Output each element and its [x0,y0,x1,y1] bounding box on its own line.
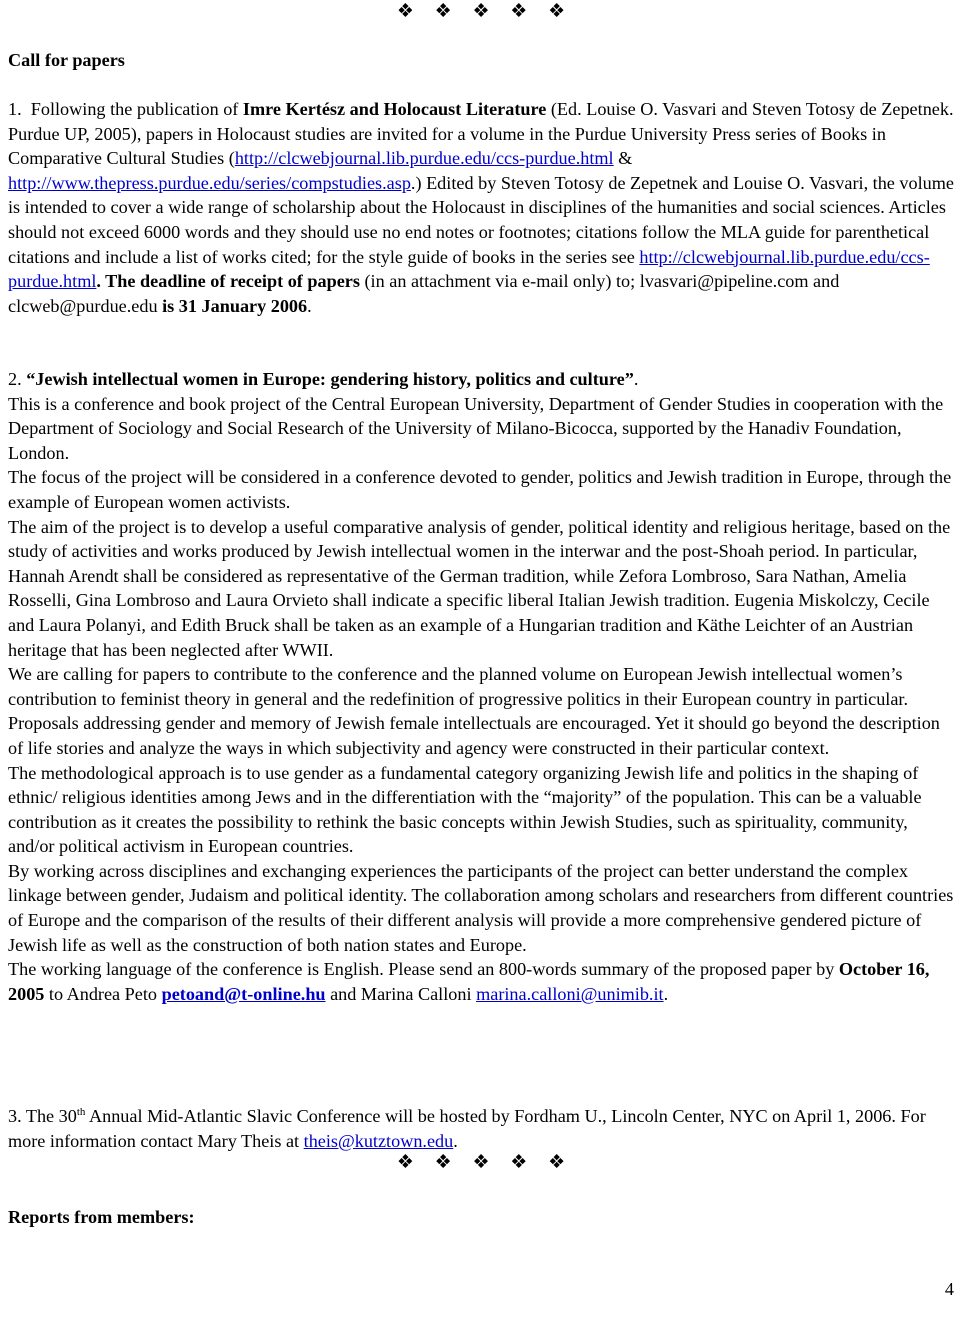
item-3-paragraph: 3. The 30th Annual Mid-Atlantic Slavic Conference will be hosted by Fordham U., Lincoln Center, NYC on April 1, 2006. For more information contact Mary Theis at theis@kutztown.edu. [8,1105,926,1151]
item-2-paragraph-4: We are calling for papers to contribute to the conference and the planned volume on European Jewish intellectual women’s contribution to feminist theory in general and the redefinition of progressive politics in their European country in particular. Proposals addressing gender and memory of Jewish female intellectuals are encouraged. Yet it should go beyond the description of life stories and analyze the ways in which subjectivity and agency were constructed in their particular context. [8,664,940,758]
ccs-link-2[interactable]: http://clcwebjournal.lib.purdue.edu/ccs-purdue.html [8,246,930,292]
document-page [8,0,954,1325]
page-number: 4 [944,1279,954,1299]
ornament-divider-top [8,0,954,23]
call-item-1 [8,97,954,318]
diamond-ornament-icon: ❖ [510,1152,528,1173]
diamond-ornament-icon: ❖ [472,1,490,22]
diamond-ornament-icon: ❖ [434,1152,452,1173]
item-2-paragraph-3: The aim of the project is to develop a useful comparative analysis of gender, political identity and religious heritage, based on the study of activities and works produced by Jewish intellectual women in the interwar and the post-Shoah period. In particular, Hannah Arendt shall be considered as representative of the German tradition, while Zefora Lombroso, Sara Nathan, Amelia Rosselli, Gina Lombroso and Laura Orvieto shall indicate a specific liberal Italian Jewish tradition. Eugenia Miskolczy, Cecile and Laura Polanyi, and Edith Bruck shall be taken as an example of a Hungarian tradition and Käthe Leichter of an Austrian heritage that has been neglected after WWII. [8,516,951,660]
item-2-paragraph-6: By working across disciplines and exchanging experiences the participants of the project can better understand the complex linkage between gender, Judaism and political identity. The collaboration among scholars and researchers from different countries of Europe and the comparison of the results of their different analysis will provide a more comprehensive gendered picture of Jewish life as well as the construction of both nation states and Europe. [8,860,954,955]
item-2-paragraph-1: This is a conference and book project of the Central European University, Department of Gender Studies in cooperation with the Department of Sociology and Social Research of the University of Milano-Bicocca, supported by the Hanadiv Foundation, London. [8,393,944,463]
email-link-peto[interactable]: petoand@t-online.hu [161,983,326,1004]
item-2-paragraph-7: The working language of the conference is English. Please send an 800-words summary of the proposed paper by October 16, 2005 to Andrea Peto petoand@t-online.hu and Marina Calloni marina.calloni@unimib.it. [8,959,930,1004]
diamond-ornament-icon: ❖ [510,1,528,22]
email-link-theis[interactable]: theis@kutztown.edu [303,1130,454,1151]
compstudies-link[interactable]: http://www.thepress.purdue.edu/series/compstudies.asp [8,172,411,193]
diamond-ornament-icon: ❖ [548,1152,566,1173]
item-1-paragraph: 1. Following the publication of Imre Kertész and Holocaust Literature (Ed. Louise O. Vasvari and Steven Totosy de Zepetnek. Purdue UP, 2005), papers in Holocaust studies are invited for a volume in the Purdue University Press series of Books in Comparative Cultural Studies (http://clcwebjournal.lib.purdue.edu/ccs-purdue.html & http://www.thepress.purdue.edu/series/compstudies.asp.) Edited by Steven Totosy de Zepetnek and Louise O. Vasvari, the volume is intended to cover a wide range of scholarship about the Holocaust in disciplines of the humanities and social sciences. Articles should not exceed 6000 words and they should use no end notes or footnotes; citations follow the MLA guide for parenthetical citations and include a list of works cited; for the style guide of books in the series see http://clcwebjournal.lib.purdue.edu/ccs-purdue.html. The deadline of receipt of papers (in an attachment via e-mail only) to; lvasvari@pipeline.com and clcweb@purdue.edu is 31 January 2006. [8,99,954,316]
call-item-2 [8,367,954,1006]
ornament-divider-bottom [8,1151,954,1174]
diamond-ornament-icon: ❖ [548,1,566,22]
item-2-title: 2. “Jewish intellectual women in Europe: gendering history, politics and culture”. [8,369,639,389]
section-heading-call-for-papers: Call for papers [8,50,125,70]
email-link-calloni[interactable]: marina.calloni@unimib.it [476,983,664,1004]
diamond-ornament-icon: ❖ [396,1,414,22]
call-item-3 [8,1104,954,1153]
diamond-ornament-icon: ❖ [396,1152,414,1173]
ccs-link-1[interactable]: http://clcwebjournal.lib.purdue.edu/ccs-purdue.html [234,148,614,169]
item-2-paragraph-2: The focus of the project will be considered in a conference devoted to gender, politics and Jewish tradition in Europe, through the example of European women activists. [8,467,952,512]
diamond-ornament-icon: ❖ [434,1,452,22]
item-2-paragraph-5: The methodological approach is to use gender as a fundamental category organizing Jewish life and politics in the shaping of ethnic/ religious identities among Jews and in the differentiation with the “majority” of the population. This can be a valuable contribution as it creates the possibility to rethink the basic concepts within Jewish Studies, such as spirituality, community, and/or political activism in European countries. [8,762,922,857]
diamond-ornament-icon: ❖ [472,1152,490,1173]
section-heading-reports: Reports from members: [8,1207,195,1227]
